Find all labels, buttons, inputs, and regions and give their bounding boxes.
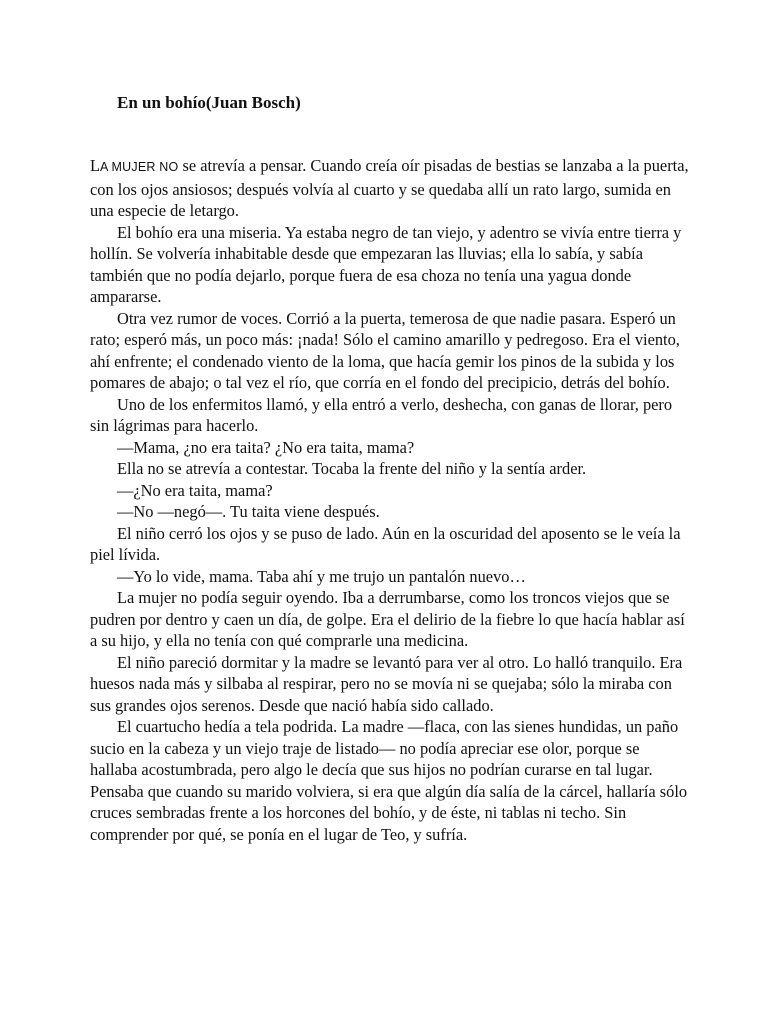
small-caps-lead: A MUJER NO	[100, 160, 179, 174]
story-body	[90, 155, 690, 845]
initial-letter: L	[90, 156, 101, 175]
paragraph: El niño cerró los ojos y se puso de lado. Aún en la oscuridad del aposento se le veía la piel lívida.	[90, 523, 681, 564]
dialogue-line: —Mama, ¿no era taita? ¿No era taita, mama?	[117, 437, 415, 457]
paragraph: El bohío era una miseria. Ya estaba negro de tan viejo, y adentro se vivía entre tierra y hollín. Se volvería inhabitable desde que empezaran las lluvias; ella lo sabía, y sabía también que no podía dejarlo, porque fuera de esa choza no tenía una yagua donde ampararse.	[90, 222, 682, 306]
paragraph: Uno de los enfermitos llamó, y ella entró a verlo, deshecha, con ganas de llorar, pero sin lágrimas para hacerlo.	[90, 394, 673, 435]
paragraph: La mujer no podía seguir oyendo. Iba a derrumbarse, como los troncos viejos que se pudren por dentro y caen un día, de golpe. Era el delirio de la fiebre lo que hacía hablar así a su hijo, y ella no tenía con qué comprarle una medicina.	[90, 588, 685, 650]
paragraph: Otra vez rumor de voces. Corrió a la puerta, temerosa de que nadie pasara. Esperó un rato; esperó más, un poco más: ¡nada! Sólo el camino amarillo y pedregoso. Era el viento, ahí enfrente; el condenado viento de la loma, que hacía gemir los pinos de la subida y los pomares de abajo; o tal vez el río, que corría en el fondo del precipicio, detrás del bohío.	[90, 308, 680, 392]
opening-paragraph	[90, 155, 690, 222]
dialogue-line: —No —negó—. Tu taita viene después.	[117, 502, 380, 521]
paragraph: El niño pareció dormitar y la madre se levantó para ver al otro. Lo halló tranquilo. Era huesos nada más y silbaba al respirar, pero no se movía ni se quejaba; sólo la miraba con sus grandes ojos serenos. Desde que nació había sido callado.	[90, 652, 683, 715]
dialogue-line: —Yo lo vide, mama. Taba ahí y me trujo un pantalón nuevo…	[117, 566, 526, 586]
paragraph: El cuartucho hedía a tela podrida. La madre —flaca, con las sienes hundidas, un paño sucio en la cabeza y un viejo traje de listado— no podía apreciar ese olor, porque se hallaba acostumbrada, pero algo le decía que sus hijos no podrían curarse en tal lugar. Pensaba que cuando su marido volviera, si era que algún día salía de la cárcel, hallaría sólo cruces sembradas frente a los horcones del bohío, y de éste, ni tablas ni techo. Sin comprender por qué, se ponía en el lugar de Teo, y sufría.	[90, 717, 688, 844]
paragraph: Ella no se atrevía a contestar. Tocaba la frente del niño y la sentía arder.	[117, 459, 587, 478]
dialogue-line: —¿No era taita, mama?	[117, 480, 273, 500]
document-title: En un bohío(Juan Bosch)	[117, 93, 301, 112]
opening-text: se atrevía a pensar. Cuando creía oír pisadas de bestias se lanzaba a la puerta, con los ojos ansiosos; después volvía al cuarto y se quedaba allí un rato largo, sumida en una especie de letargo.	[90, 156, 689, 220]
